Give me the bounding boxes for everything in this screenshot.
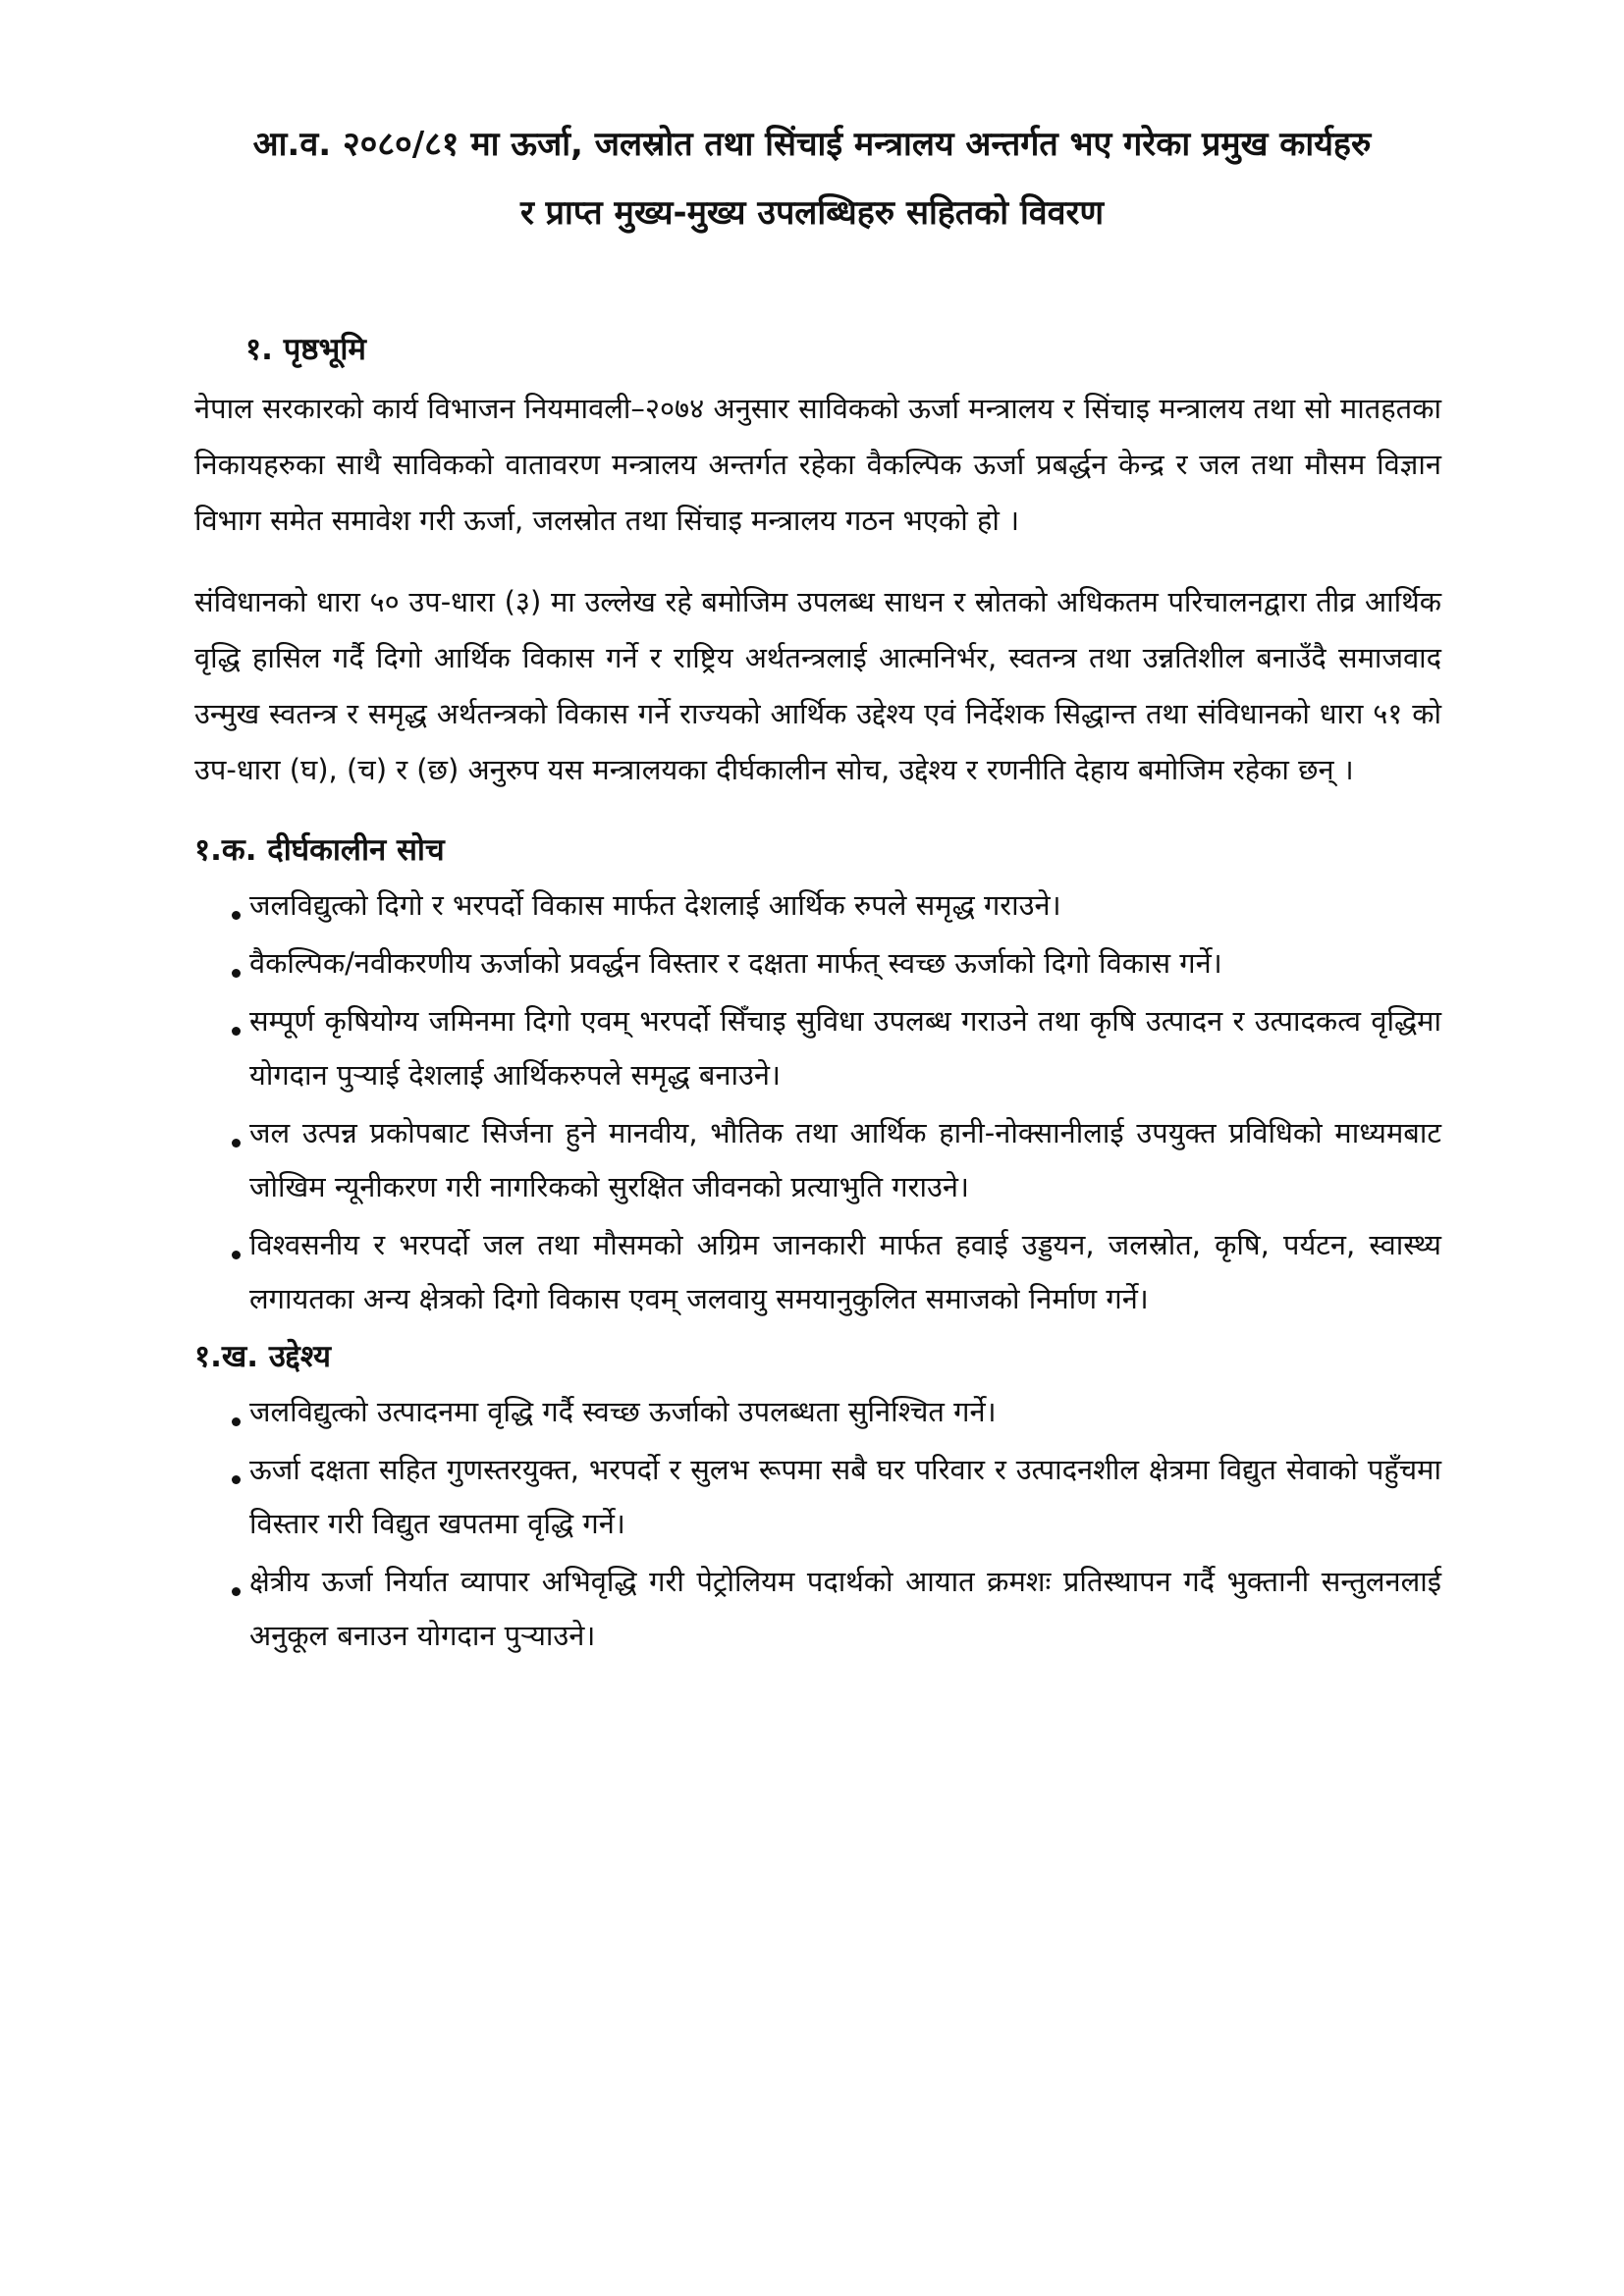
bullet-icon bbox=[232, 1475, 241, 1484]
objective-heading: १.ख. उद्देश्य bbox=[194, 1339, 331, 1374]
list-item bbox=[194, 994, 1441, 1102]
title-line-2: र प्राप्त मुख्य-मुख्य उपलब्धिहरु सहितको विवरण bbox=[519, 193, 1105, 233]
bullet-icon bbox=[232, 1139, 241, 1148]
title-line-1: आ.व. २०८०/८१ मा ऊर्जा, जलस्रोत तथा सिंचाई मन्त्रालय अन्तर्गत भए गरेका प्रमुख कार्यहरु bbox=[252, 125, 1372, 164]
list-item bbox=[194, 1443, 1441, 1551]
background-paragraph-2: संविधानको धारा ५० उप-धारा (३) मा उल्लेख रहे बमोजिम उपलब्ध साधन र स्रोतको अधिकतम परिचालनद्वारा तीव्र आर्थिक वृद्धि हासिल गर्दै दिगो आर्थिक विकास गर्ने र राष्ट्रिय अर्थतन्त्रलाई आत्मनिर्भर, स्वतन्त्र तथा उन्नतिशील बनाउँदै समाजवाद उन्मुख स्वतन्त्र र समृद्ध अर्थतन्त्रको विकास गर्ने राज्यको आर्थिक उद्देश्य एवं निर्देशक सिद्धान्त तथा संविधानको धारा ५१ को उप-धारा (घ), (च) र (छ) अनुरुप यस मन्त्रालयका दीर्घकालीन सोच, उद्देश्य र रणनीति देहाय बमोजिम रहेका छन् । bbox=[194, 585, 1441, 786]
vision-heading: १.क. दीर्घकालीन सोच bbox=[194, 832, 445, 868]
list-item bbox=[194, 936, 1441, 990]
bullet-icon bbox=[232, 1027, 241, 1036]
list-item-text: ऊर्जा दक्षता सहित गुणस्तरयुक्त, भरपर्दो र सुलभ रूपमा सबै घर परिवार र उत्पादनशील क्षेत्रमा विद्युत सेवाको पहुँचमा विस्तार गरी विद्युत खपतमा वृद्धि गर्ने। bbox=[249, 1453, 1441, 1540]
list-item-text: जलविद्युत्को दिगो र भरपर्दो विकास मार्फत देशलाई आर्थिक रुपले समृद्ध गराउने। bbox=[249, 888, 1061, 922]
list-item-text: क्षेत्रीय ऊर्जा निर्यात व्यापार अभिवृद्धि गरी पेट्रोलियम पदार्थको आयात क्रमशः प्रतिस्थापन गर्दै भुक्तानी सन्तुलनलाई अनुकूल बनाउन योगदान पुर्‍याउने। bbox=[249, 1565, 1441, 1652]
list-item-text: सम्पूर्ण कृषियोग्य जमिनमा दिगो एवम् भरपर्दो सिँचाइ सुविधा उपलब्ध गराउने तथा कृषि उत्पादन र उत्पादकत्व वृद्धिमा योगदान पुर्‍याई देशलाई आर्थिकरुपले समृद्ध बनाउने। bbox=[249, 1004, 1441, 1092]
list-item bbox=[194, 1218, 1441, 1326]
list-item bbox=[194, 879, 1441, 933]
list-item bbox=[194, 1555, 1441, 1663]
list-item-text: वैकल्पिक/नवीकरणीय ऊर्जाको प्रवर्द्धन विस्तार र दक्षता मार्फत् स्वच्छ ऊर्जाको दिगो विकास गर्ने। bbox=[249, 946, 1222, 980]
list-item-text: जल उत्पन्न प्रकोपबाट सिर्जना हुने मानवीय, भौतिक तथा आर्थिक हानी-नोक्सानीलाई उपयुक्त प्रविधिको माध्यमबाट जोखिम न्यूनीकरण गरी नागरिकको सुरक्षित जीवनको प्रत्याभुति गराउने। bbox=[249, 1116, 1441, 1203]
bullet-icon bbox=[232, 911, 241, 920]
bullet-icon bbox=[232, 1587, 241, 1596]
list-item bbox=[194, 1385, 1441, 1439]
objective-list bbox=[194, 1385, 1441, 1663]
vision-list bbox=[194, 879, 1441, 1326]
list-item-text: जलविद्युत्को उत्पादनमा वृद्धि गर्दै स्वच्छ ऊर्जाको उपलब्धता सुनिश्चित गर्ने। bbox=[249, 1395, 997, 1428]
bullet-icon bbox=[232, 1251, 241, 1259]
list-item bbox=[194, 1106, 1441, 1214]
page-title bbox=[147, 110, 1477, 247]
bullet-icon bbox=[232, 969, 241, 978]
document-body bbox=[194, 324, 1441, 1667]
bullet-icon bbox=[232, 1417, 241, 1426]
list-item-text: विश्वसनीय र भरपर्दो जल तथा मौसमको अग्रिम जानकारी मार्फत हवाई उड्डयन, जलस्रोत, कृषि, पर्यटन, स्वास्थ्य लगायतका अन्य क्षेत्रको दिगो विकास एवम् जलवायु समयानुकुलित समाजको निर्माण गर्ने। bbox=[249, 1228, 1441, 1315]
background-paragraph-1: नेपाल सरकारको कार्य विभाजन नियमावली–२०७४ अनुसार साविकको ऊर्जा मन्त्रालय र सिंचाइ मन्त्रालय तथा सो मातहतका निकायहरुका साथै साविकको वातावरण मन्त्रालय अन्तर्गत रहेका वैकल्पिक ऊर्जा प्रबर्द्धन केन्द्र र जल तथा मौसम विज्ञान विभाग समेत समावेश गरी ऊर्जा, जलस्रोत तथा सिंचाइ मन्त्रालय गठन भएको हो । bbox=[194, 392, 1441, 537]
background-heading: १. पृष्ठभूमि bbox=[245, 332, 366, 367]
